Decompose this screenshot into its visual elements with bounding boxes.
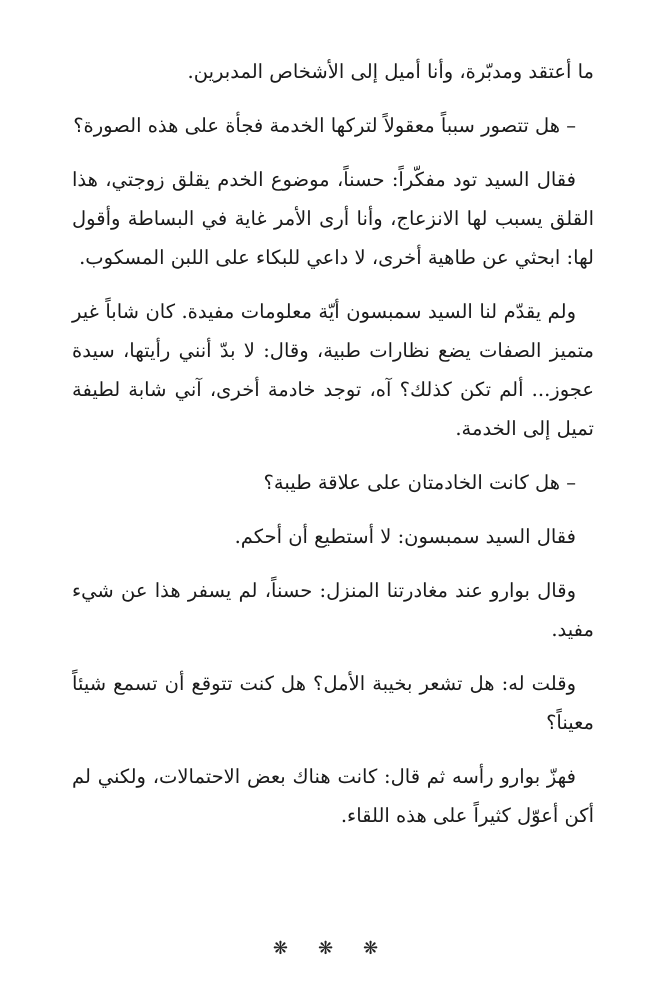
separator-star-icon: ❋ <box>317 938 334 959</box>
page-text <box>72 52 594 850</box>
separator-star-icon: ❋ <box>272 938 288 959</box>
paragraph-9: فهزّ بوارو رأسه ثم قال: كانت هناك بعض الاحتمالات، ولكني لم أكن أعوّل كثيراً على هذه اللقاء. <box>72 765 594 827</box>
paragraph-3: فقال السيد تود مفكّراً: حسناً، موضوع الخدم يقلق زوجتي، هذا القلق يسبب لها الانزعاج، وأنا أرى الأمر غاية في البساطة وأقول لها: ابحثي عن طاهية أخرى، لا داعي للبكاء على اللبن المسكوب. <box>72 168 594 269</box>
paragraph-6: فقال السيد سمبسون: لا أستطيع أن أحكم. <box>234 525 576 548</box>
separator-star-icon: ❋ <box>363 938 379 959</box>
paragraph-7: وقال بوارو عند مغادرتنا المنزل: حسناً، لم يسفر هذا عن شيء مفيد. <box>72 579 594 641</box>
paragraph-2: – هل تتصور سبباً معقولاً لتركها الخدمة فجأة على هذه الصورة؟ <box>73 114 576 137</box>
section-separator <box>0 934 651 964</box>
paragraph-4: ولم يقدّم لنا السيد سمبسون أيّة معلومات مفيدة. كان شاباً غير متميز الصفات يضع نظارات طبية، وقال: لا بدّ أنني رأيتها، سيدة عجوز... ألم تكن كذلك؟ آه، توجد خادمة أخرى، آني شابة لطيفة تميل إلى الخدمة. <box>72 300 594 440</box>
paragraph-5: – هل كانت الخادمتان على علاقة طيبة؟ <box>263 471 576 494</box>
paragraph-1: ما أعتقد ومدبّرة، وأنا أميل إلى الأشخاص المدبرين. <box>187 60 594 83</box>
paragraph-8: وقلت له: هل تشعر بخيبة الأمل؟ هل كنت تتوقع أن تسمع شيئاً معيناً؟ <box>72 672 594 734</box>
